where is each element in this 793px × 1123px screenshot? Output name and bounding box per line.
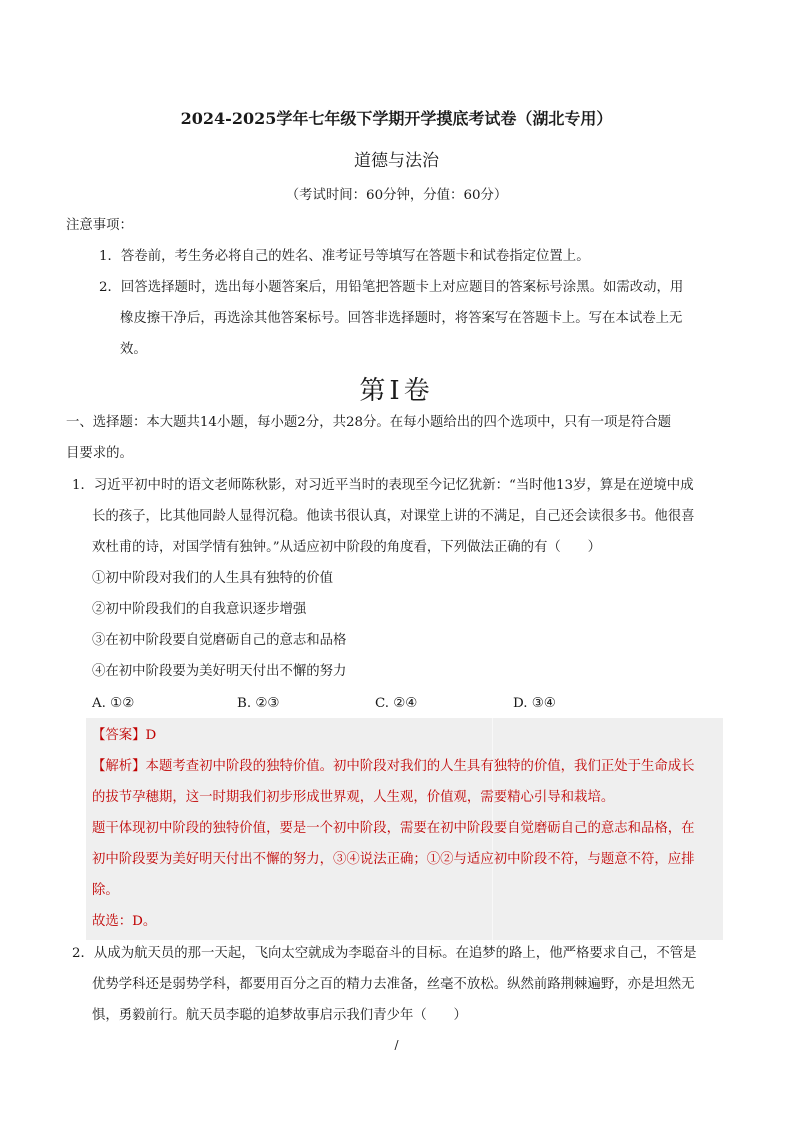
note-item-2-line-1: 2．回答选择题时，选出每小题答案后，用铅笔把答题卡上对应题目的答案标号涂黑。如需改动，用 <box>99 280 684 295</box>
note-item-2-line-2: 橡皮擦干净后，再选涂其他答案标号。回答非选择题时，将答案写在答题卡上。写在本试卷上无 <box>120 311 683 326</box>
section-instructions-line-2: 目要求的。 <box>66 446 133 461</box>
question-1-analysis-line-3: 题干体现初中阶段的独特价值，要是一个初中阶段，需要在初中阶段要自觉磨砺自己的意志和品格，在 <box>92 821 695 836</box>
question-2-stem-line-2: 优势学科还是弱势学科，都要用百分之百的精力去准备，丝毫不放松。纵然前路荆棘遍野，亦是坦然无 <box>92 977 695 992</box>
notes-heading: 注意事项： <box>66 218 133 233</box>
question-1-stem-line-1: 1．习近平初中时的语文老师陈秋影，对习近平当时的表现至今记忆犹新：“当时他13岁，算是在逆境中成 <box>72 478 694 493</box>
page-footer: / <box>394 1038 399 1052</box>
note-item-1: 1．答卷前，考生务必将自己的姓名、准考证号等填写在答题卡和试卷指定位置上。 <box>99 249 590 264</box>
question-1-statement-1: ①初中阶段对我们的人生具有独特的价值 <box>92 571 334 586</box>
question-1-statement-2: ②初中阶段我们的自我意识逐步增强 <box>92 602 307 617</box>
question-1-statement-4: ④在初中阶段要为美好明天付出不懈的努力 <box>92 664 347 679</box>
exam-title: 2024-2025学年七年级下学期开学摸底考试卷（湖北专用） <box>180 109 613 128</box>
question-1-option-c: C. ②④ <box>375 696 418 711</box>
question-1-option-d: D. ③④ <box>513 696 556 711</box>
question-1-analysis-line-2: 的拔节孕穗期，这一时期我们初步形成世界观，人生观，价值观，需要精心引导和栽培。 <box>92 790 615 805</box>
question-1-option-b: B. ②③ <box>237 696 280 711</box>
question-1-answer: 【答案】D <box>92 728 157 743</box>
question-1-conclusion: 故选：D。 <box>92 914 157 929</box>
question-1-stem-line-3: 欢杜甫的诗，对国学情有独钟。”从适应初中阶段的角度看，下列做法正确的有（ ） <box>92 540 601 555</box>
question-1-analysis-line-1: 【解析】本题考查初中阶段的独特价值。初中阶段对我们的人生具有独特的价值，我们正处于生命成长 <box>92 759 695 774</box>
section-instructions-line-1: 一、选择题：本大题共14小题，每小题2分，共28分。在每小题给出的四个选项中，只有一项是符合题 <box>66 415 672 430</box>
exam-info: （考试时间：60分钟，分值：60分） <box>285 188 508 203</box>
question-1-option-a: A. ①② <box>92 696 135 711</box>
question-2-stem-line-1: 2．从成为航天员的那一天起，飞向太空就成为李聪奋斗的目标。在追梦的路上，他严格要求自己，不管是 <box>72 946 697 961</box>
question-1-analysis-line-4: 初中阶段要为美好明天付出不懈的努力，③④说法正确；①②与适应初中阶段不符，与题意不符，应排 <box>92 852 695 867</box>
question-1-analysis-line-5: 除。 <box>92 883 119 898</box>
question-1-statement-3: ③在初中阶段要自觉磨砺自己的意志和品格 <box>92 633 347 648</box>
question-2-stem-line-3: 惧，勇毅前行。航天员李聪的追梦故事启示我们青少年（ ） <box>92 1008 467 1023</box>
note-item-2-line-3: 效。 <box>120 342 147 357</box>
question-1-stem-line-2: 长的孩子，比其他同龄人显得沉稳。他读书很认真，对课堂上讲的不满足，自己还会读很多书。他很喜 <box>92 509 695 524</box>
volume-title: 第Ⅰ卷 <box>359 376 434 406</box>
subject-title: 道德与法治 <box>354 151 439 171</box>
